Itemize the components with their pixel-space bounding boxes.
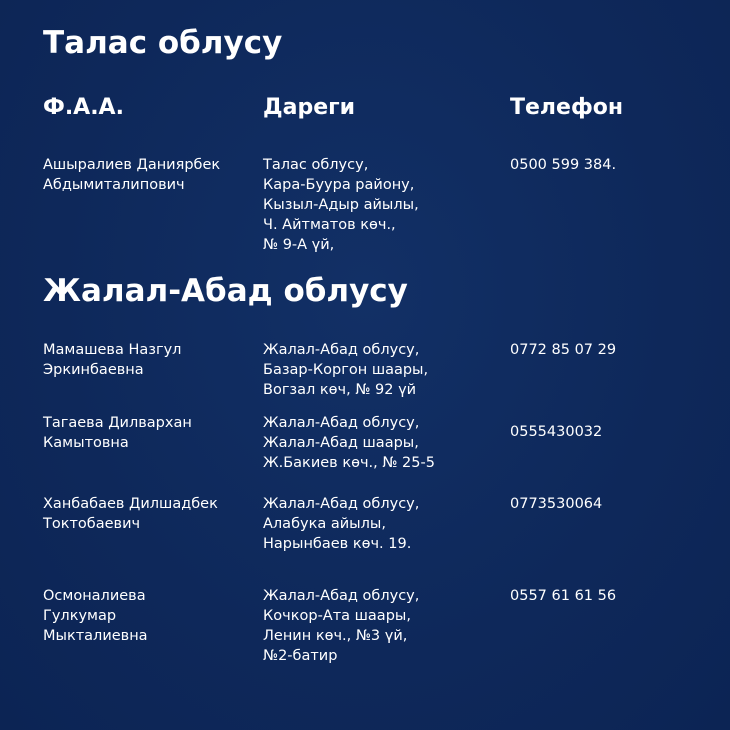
contact-name: Ашыралиев Даниярбек Абдымиталипович [43, 157, 221, 193]
region-title-jalal-abad: Жалал-Абад облусу [43, 273, 408, 309]
contact-name: Осмоналиева Гулкумар Мыкталиевна [43, 588, 148, 644]
contact-phone: 0772 85 07 29 [510, 342, 617, 358]
contact-phone: 0557 61 61 56 [510, 588, 617, 604]
contact-phone: 0773530064 [510, 496, 603, 512]
contact-name: Мамашева Назгул Эркинбаевна [43, 342, 182, 378]
contact-name: Ханбабаев Дилшадбек Токтобаевич [43, 496, 218, 532]
contact-address: Жалал-Абад облусу, Базар-Коргон шаары, Вогзал көч, № 92 үй [263, 342, 429, 398]
contact-address: Талас облусу, Кара-Буура району, Кызыл-Адыр айылы, Ч. Айтматов көч., № 9-А үй, [263, 157, 419, 253]
column-header-phone: Телефон [510, 95, 624, 120]
contact-name: Тагаева Дилвархан Камытовна [43, 415, 192, 451]
column-header-name: Ф.А.А. [43, 95, 124, 120]
contact-phone: 0500 599 384. [510, 157, 617, 173]
column-header-address: Дареги [263, 95, 356, 120]
contact-address: Жалал-Абад облусу, Жалал-Абад шаары, Ж.Бакиев көч., № 25-5 [263, 415, 435, 471]
contact-phone: 0555430032 [510, 424, 603, 440]
contact-address: Жалал-Абад облусу, Алабука айылы, Нарынбаев көч. 19. [263, 496, 420, 552]
contact-address: Жалал-Абад облусу, Кочкор-Ата шаары, Ленин көч., №3 үй, №2-батир [263, 588, 420, 664]
region-title-talas: Талас облусу [43, 25, 283, 61]
